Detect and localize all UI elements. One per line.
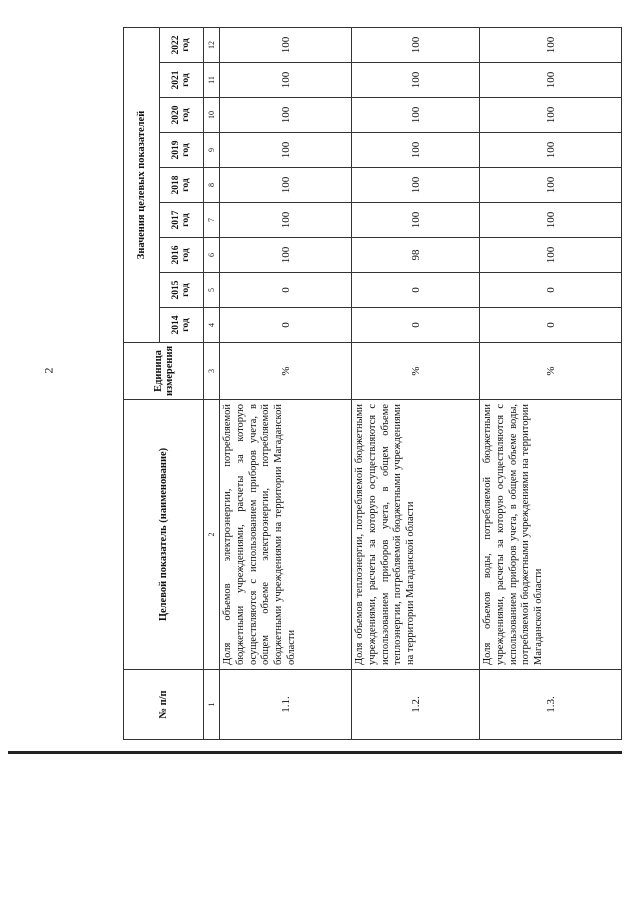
indicator-text: Доля объемов теплоэнергии, потребляемой бюджетными учреждениями, расчеты за которую осуществляются с использованием приборов учета, в общем объеме теплоэнергии, потребляемой бюджетными учреждениями на территории Магаданской области bbox=[352, 400, 480, 670]
column-number: 11 bbox=[204, 63, 220, 98]
header-indicator: Целевой показатель (наименование) bbox=[124, 400, 204, 670]
column-number: 1 bbox=[204, 670, 220, 740]
value-cell: 0 bbox=[480, 273, 622, 308]
column-number-row bbox=[204, 27, 220, 739]
header-year: 2015 год bbox=[160, 273, 204, 308]
header-year: 2022 год bbox=[160, 27, 204, 62]
unit-cell: % bbox=[220, 343, 352, 400]
indicator-text: Доля объемов электроэнергии, потребляемой бюджетными учреждениями, расчеты за которую осуществляются с использованием приборов учета, в общем объеме электроэнергии, потребляемой бюджетными учреждениями на территории Магаданской области bbox=[220, 400, 352, 670]
row-number: 1.2. bbox=[352, 670, 480, 740]
header-unit: Единица измерения bbox=[124, 343, 204, 400]
header-year: 2019 год bbox=[160, 133, 204, 168]
value-cell: 100 bbox=[480, 238, 622, 273]
value-cell: 98 bbox=[352, 238, 480, 273]
value-cell: 100 bbox=[220, 238, 352, 273]
header-year: 2016 год bbox=[160, 238, 204, 273]
value-cell: 0 bbox=[352, 273, 480, 308]
value-cell: 100 bbox=[480, 203, 622, 238]
rotated-table-wrapper bbox=[123, 28, 620, 740]
value-cell: 0 bbox=[352, 308, 480, 343]
column-number: 8 bbox=[204, 168, 220, 203]
header-year: 2020 год bbox=[160, 98, 204, 133]
header-year: 2017 год bbox=[160, 203, 204, 238]
value-cell: 100 bbox=[480, 133, 622, 168]
value-cell: 100 bbox=[352, 168, 480, 203]
column-number: 7 bbox=[204, 203, 220, 238]
table-row bbox=[352, 27, 480, 739]
indicator-text: Доля объемов воды, потребляемой бюджетными учреждениями, расчеты за которую осуществляются с использованием приборов учета, в общем объеме воды, потребляемой бюджетными учреждениями на территории Магаданской области bbox=[480, 400, 622, 670]
column-number: 2 bbox=[204, 400, 220, 670]
value-cell: 100 bbox=[480, 27, 622, 62]
unit-cell: % bbox=[480, 343, 622, 400]
column-number: 12 bbox=[204, 27, 220, 62]
indicators-table bbox=[123, 27, 622, 740]
value-cell: 100 bbox=[480, 63, 622, 98]
column-number: 5 bbox=[204, 273, 220, 308]
header-values: Значения целевых показателей bbox=[124, 27, 160, 342]
value-cell: 100 bbox=[352, 63, 480, 98]
column-number: 9 bbox=[204, 133, 220, 168]
header-number: № п/п bbox=[124, 670, 204, 740]
value-cell: 100 bbox=[220, 203, 352, 238]
value-cell: 0 bbox=[480, 308, 622, 343]
table-row bbox=[220, 27, 352, 739]
column-number: 3 bbox=[204, 343, 220, 400]
value-cell: 100 bbox=[220, 168, 352, 203]
row-number: 1.1. bbox=[220, 670, 352, 740]
header-year: 2018 год bbox=[160, 168, 204, 203]
column-number: 6 bbox=[204, 238, 220, 273]
page-number: 2 bbox=[41, 367, 56, 374]
column-number: 10 bbox=[204, 98, 220, 133]
unit-cell: % bbox=[352, 343, 480, 400]
table-row bbox=[480, 27, 622, 739]
horizontal-rule bbox=[8, 751, 622, 754]
header-year: 2014 год bbox=[160, 308, 204, 343]
value-cell: 100 bbox=[220, 133, 352, 168]
header-year: 2021 год bbox=[160, 63, 204, 98]
value-cell: 100 bbox=[352, 133, 480, 168]
value-cell: 0 bbox=[220, 308, 352, 343]
value-cell: 100 bbox=[220, 27, 352, 62]
value-cell: 100 bbox=[352, 98, 480, 133]
value-cell: 100 bbox=[220, 98, 352, 133]
value-cell: 100 bbox=[480, 98, 622, 133]
value-cell: 100 bbox=[352, 27, 480, 62]
value-cell: 0 bbox=[220, 273, 352, 308]
value-cell: 100 bbox=[352, 203, 480, 238]
column-number: 4 bbox=[204, 308, 220, 343]
value-cell: 100 bbox=[480, 168, 622, 203]
value-cell: 100 bbox=[220, 63, 352, 98]
row-number: 1.3. bbox=[480, 670, 622, 740]
